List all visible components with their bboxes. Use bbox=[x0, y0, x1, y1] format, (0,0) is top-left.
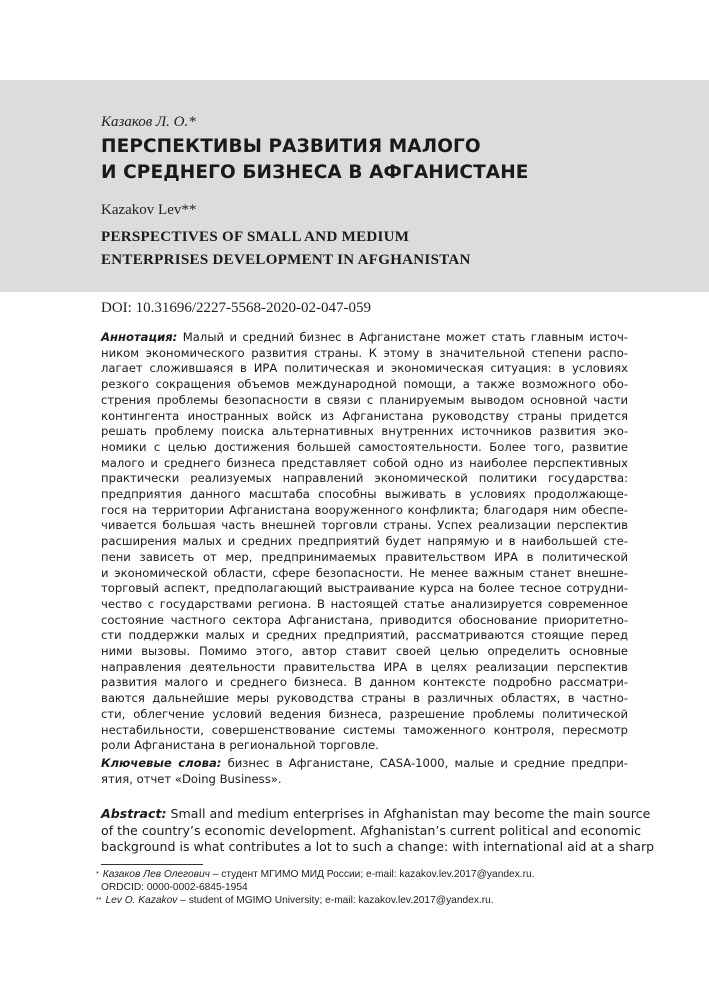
annotation-line: нестабильности, совершенствование системы таможенного контроля, пересмотр bbox=[101, 722, 628, 737]
article-title-ru bbox=[101, 134, 661, 186]
annotation-line: торговый аспект, предполагающий выстраивание курса на более тесное сотрудни- bbox=[101, 581, 628, 596]
author-name-en: Kazakov Lev** bbox=[101, 202, 197, 218]
annotation-line: малого и среднего бизнеса представляет собой одно из наиболее перспективных bbox=[101, 455, 628, 470]
article-title-en bbox=[101, 226, 661, 272]
annotation-line: гося на территории Афганистана вооруженного конфликта; благодаря ним обеспе- bbox=[101, 502, 628, 517]
abstract-line: of the country’s economic development. Afghanistan’s current political and economic bbox=[101, 822, 642, 838]
annotation-line: сти поддержки малых и средних предприятий, рассматриваются стоящие перед bbox=[101, 628, 628, 643]
annotation-line: Аннотация: Малый и средний бизнес в Афганистане может стать главным источ- bbox=[101, 330, 628, 344]
footnote-name: Казаков Лев Олегович bbox=[102, 869, 210, 880]
annotation-line: ником экономического развития страны. К этому в значительной степени распо- bbox=[101, 345, 628, 360]
annotation-line: роли Афганистана в региональной торговле. bbox=[101, 738, 379, 753]
abstract-line: background is what contributes a lot to such a change: with international aid at a sharp bbox=[101, 839, 655, 854]
annotation-line: ваются дальнейшие меры руководства страны в различных областях, в частно- bbox=[101, 691, 628, 706]
keywords-label: Ключевые слова: bbox=[101, 756, 222, 770]
abstract-label: Abstract: bbox=[101, 806, 167, 821]
annotation-line: резкого сокращения объемов международной помощи, а также возможного обо- bbox=[101, 377, 628, 392]
keywords-line: ятия, отчет «Doing Business». bbox=[101, 771, 282, 786]
annotation-paragraph bbox=[101, 330, 628, 754]
annotation-line: номики с целью достижения большей самостоятельности. Более того, развитие bbox=[101, 439, 628, 454]
annotation-line: пени зависеть от мер, предпринимаемых правительством ИРА в политической bbox=[101, 549, 628, 564]
annotation-line: чество с государствами региона. В настоящей статье анализируется современное bbox=[101, 596, 628, 611]
doi-line: DOI: 10.31696/2227-5568-2020-02-047-059 bbox=[101, 300, 371, 316]
keywords-line: Ключевые слова: бизнес в Афганистане, CASA-1000, малые и средние предпри- bbox=[101, 756, 628, 770]
annotation-line: расширения малых и средних предприятий будет напрямую и в наибольшей сте- bbox=[101, 534, 628, 549]
annotation-line: состояние частного сектора Афганистана, приводится обоснование приоритетно- bbox=[101, 612, 628, 627]
annotation-line: предприятия данного масштаба способны выживать в условиях продолжающе- bbox=[101, 487, 628, 502]
footnote-author-en: ** Lev O. Kazakov – student of MGIMO University; e-mail: kazakov.lev.2017@yandex.ru. bbox=[96, 895, 494, 906]
title-en-line: ENTERPRISES DEVELOPMENT IN AFGHANISTAN bbox=[101, 252, 471, 268]
annotation-line: ними вызовы. Помимо этого, автор ставит своей целью определить основные bbox=[101, 644, 628, 659]
keywords-paragraph bbox=[101, 756, 628, 787]
annotation-label: Аннотация: bbox=[101, 330, 178, 344]
annotation-line: и экономической области, сфере безопасности. Не менее важным станет внешне- bbox=[101, 565, 628, 580]
annotation-line: чивается большая часть внешней торговли страны. Успех реализации перспектив bbox=[101, 518, 628, 533]
annotation-line: практически реализуемых направлений экономической политики государства: bbox=[101, 471, 628, 486]
annotation-line: сти, облегчение условий ведения бизнеса, разрешение проблемы политической bbox=[101, 706, 628, 721]
abstract-paragraph bbox=[101, 806, 655, 856]
footnote-separator bbox=[101, 864, 203, 865]
abstract-line: Abstract: Small and medium enterprises in Afghanistan may become the main source bbox=[101, 806, 651, 821]
title-en-line: PERSPECTIVES OF SMALL AND MEDIUM bbox=[101, 229, 410, 245]
annotation-line: развития малого и среднего бизнеса. В данном контексте подробно рассматри- bbox=[101, 675, 628, 690]
footnote-orcid: ORDCID: 0000-0002-6845-1954 bbox=[101, 882, 248, 893]
annotation-line: лагает сложившаяся в ИРА политическая и экономическая ситуация: в условиях bbox=[101, 361, 628, 376]
footnote-author-ru: * Казаков Лев Олегович – студент МГИМО МИД России; e-mail: kazakov.lev.2017@yandex.ru. bbox=[96, 869, 535, 880]
annotation-line: направления деятельности правительства ИРА в целях реализации перспектив bbox=[101, 659, 628, 674]
footnote-mark: ** bbox=[96, 897, 102, 904]
author-name-ru: Казаков Л. О.* bbox=[101, 114, 196, 130]
title-ru-line: ПЕРСПЕКТИВЫ РАЗВИТИЯ МАЛОГО bbox=[101, 136, 481, 157]
annotation-line: решать проблему поиска альтернативных внутренних источников развития эко- bbox=[101, 424, 628, 439]
footnote-name: Lev O. Kazakov bbox=[105, 895, 178, 906]
annotation-line: стрения проблемы безопасности в связи с планируемым выводом основной части bbox=[101, 392, 628, 407]
annotation-line: контингента иностранных войск из Афганистана руководству страны придется bbox=[101, 408, 628, 423]
footnotes bbox=[96, 868, 636, 907]
footnote-mark: * bbox=[96, 871, 99, 878]
title-ru-line: И СРЕДНЕГО БИЗНЕСА В АФГАНИСТАНЕ bbox=[101, 162, 529, 183]
